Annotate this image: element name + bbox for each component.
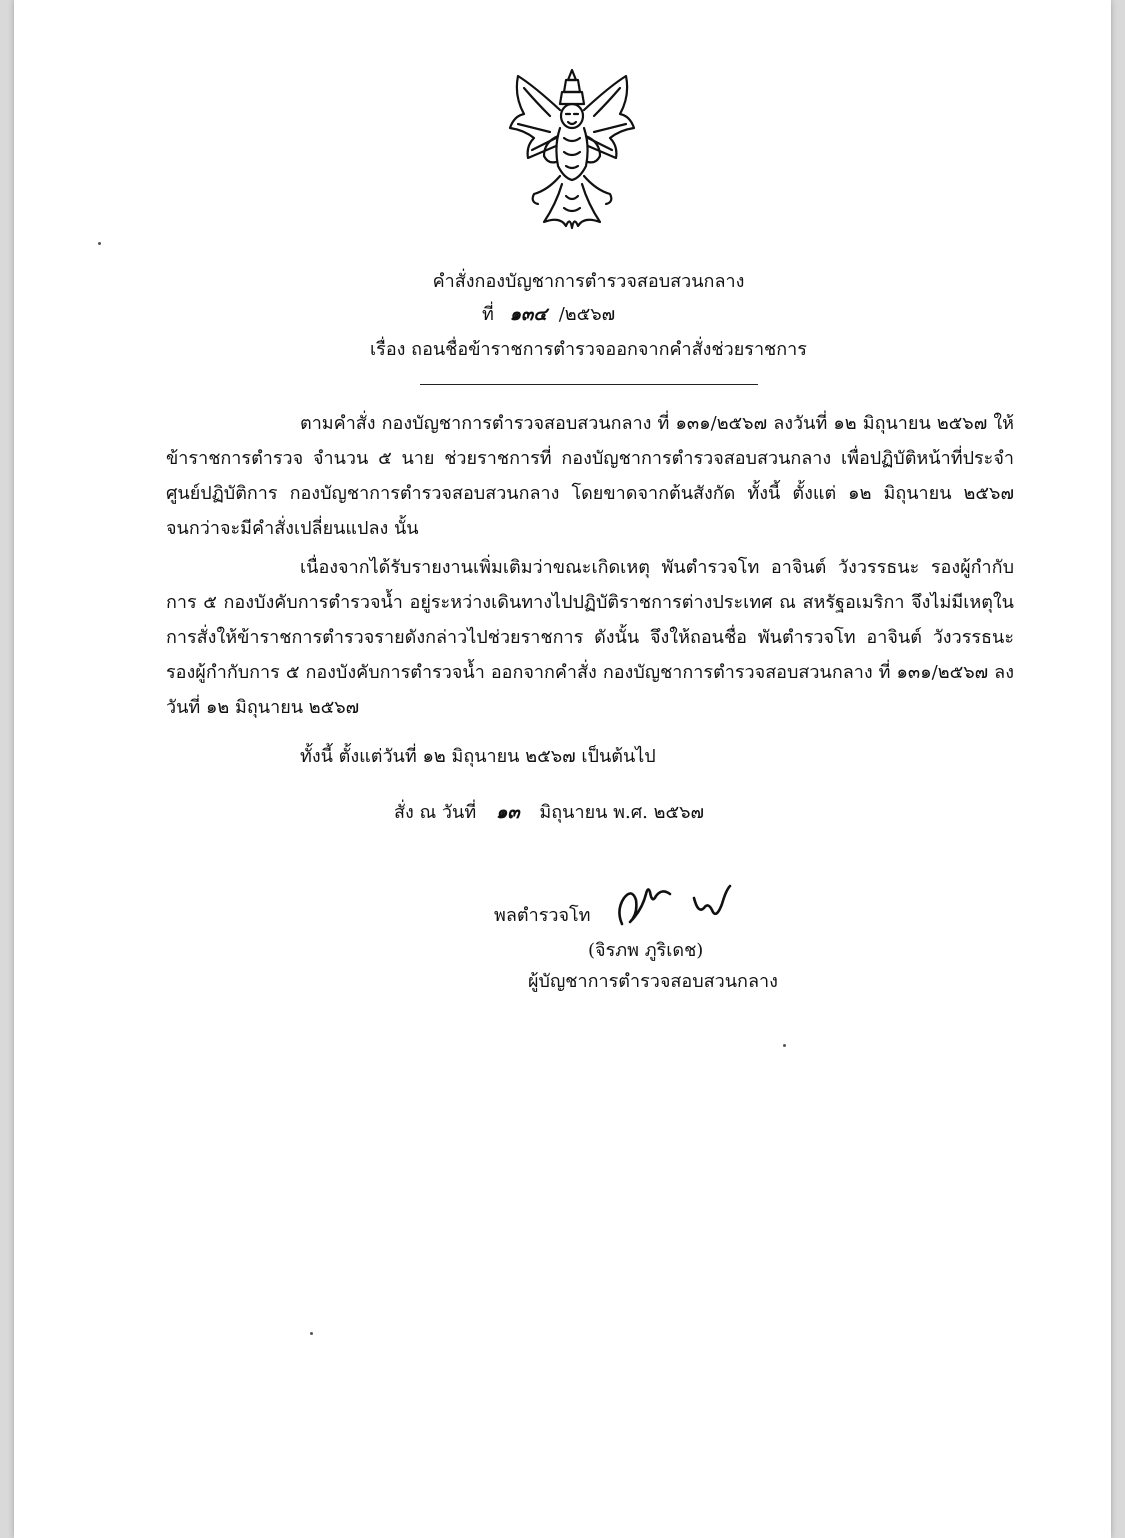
scan-speck (783, 1044, 786, 1047)
paragraph-2-text: เนื่องจากได้รับรายงานเพิ่มเติมว่าขณะเกิดเหตุ พันตำรวจโท อาจินต์ วังวรรธนะ รองผู้กำกับการ ๕ กองบังคับการตำรวจน้ำ อยู่ระหว่างเดินทางไปปฏิบัติราชการต่างประเทศ ณ สหรัฐอเมริกา จึงไม่มีเหตุในการสั่งให้ข้าราชการตำรวจรายดังกล่าวไปช่วยราชการ ดังนั้น จึงให้ถอนชื่อ พันตำรวจโท อาจินต์ วังวรรธนะ รองผู้กำกับการ ๕ กองบังคับการตำรวจน้ำ ออกจากคำสั่ง กองบัญชาการตำรวจสอบสวนกลาง ที่ ๑๓๑/๒๕๖๗ ลงวันที่ ๑๒ มิถุนายน ๒๕๖๗ (166, 557, 1014, 718)
order-number-handwritten: ๑๓๔ (509, 304, 547, 325)
heading-divider (420, 384, 758, 385)
body-paragraph-2 (166, 550, 1014, 725)
issued-day-handwritten: ๑๓ (495, 802, 520, 823)
issued-rest: มิถุนายน พ.ศ. ๒๕๖๗ (539, 802, 705, 823)
issued-prefix: สั่ง ณ วันที่ (394, 802, 477, 823)
order-number-line (482, 299, 615, 328)
paragraph-1-text: ตามคำสั่ง กองบัญชาการตำรวจสอบสวนกลาง ที่ ๑๓๑/๒๕๖๗ ลงวันที่ ๑๒ มิถุนายน ๒๕๖๗ ให้ข้าราชการตำรวจ จำนวน ๕ นาย ช่วยราชการที่ กองบัญชาการตำรวจสอบสวนกลาง เพื่อปฏิบัติหน้าที่ประจำศูนย์ปฏิบัติการ กองบัญชาการตำรวจสอบสวนกลาง โดยขาดจากต้นสังกัด ทั้งนี้ ตั้งแต่ ๑๒ มิถุนายน ๒๕๖๗ จนกว่าจะมีคำสั่งเปลี่ยนแปลง นั้น (166, 413, 1014, 539)
signature-name: (จิรภพ ภูริเดช) (588, 940, 704, 961)
scan-speck (98, 242, 101, 245)
body-paragraph-1 (166, 406, 1014, 546)
signature-position: ผู้บัญชาการตำรวจสอบสวนกลาง (528, 971, 778, 992)
scan-speck (310, 1332, 313, 1335)
garuda-emblem-icon (504, 66, 640, 230)
order-number-prefix: ที่ (482, 304, 494, 325)
order-subject: เรื่อง ถอนชื่อข้าราชการตำรวจออกจากคำสั่งช่วยราชการ (370, 339, 807, 360)
issued-date-line (394, 797, 704, 826)
order-title: คำสั่งกองบัญชาการตำรวจสอบสวนกลาง (432, 271, 745, 292)
signature-rank: พลตำรวจโท (494, 905, 591, 926)
handwritten-signature-icon (612, 880, 736, 930)
order-number-suffix: /๒๕๖๗ (558, 304, 616, 325)
effective-date-line: ทั้งนี้ ตั้งแต่วันที่ ๑๒ มิถุนายน ๒๕๖๗ เป็นต้นไป (300, 746, 656, 767)
